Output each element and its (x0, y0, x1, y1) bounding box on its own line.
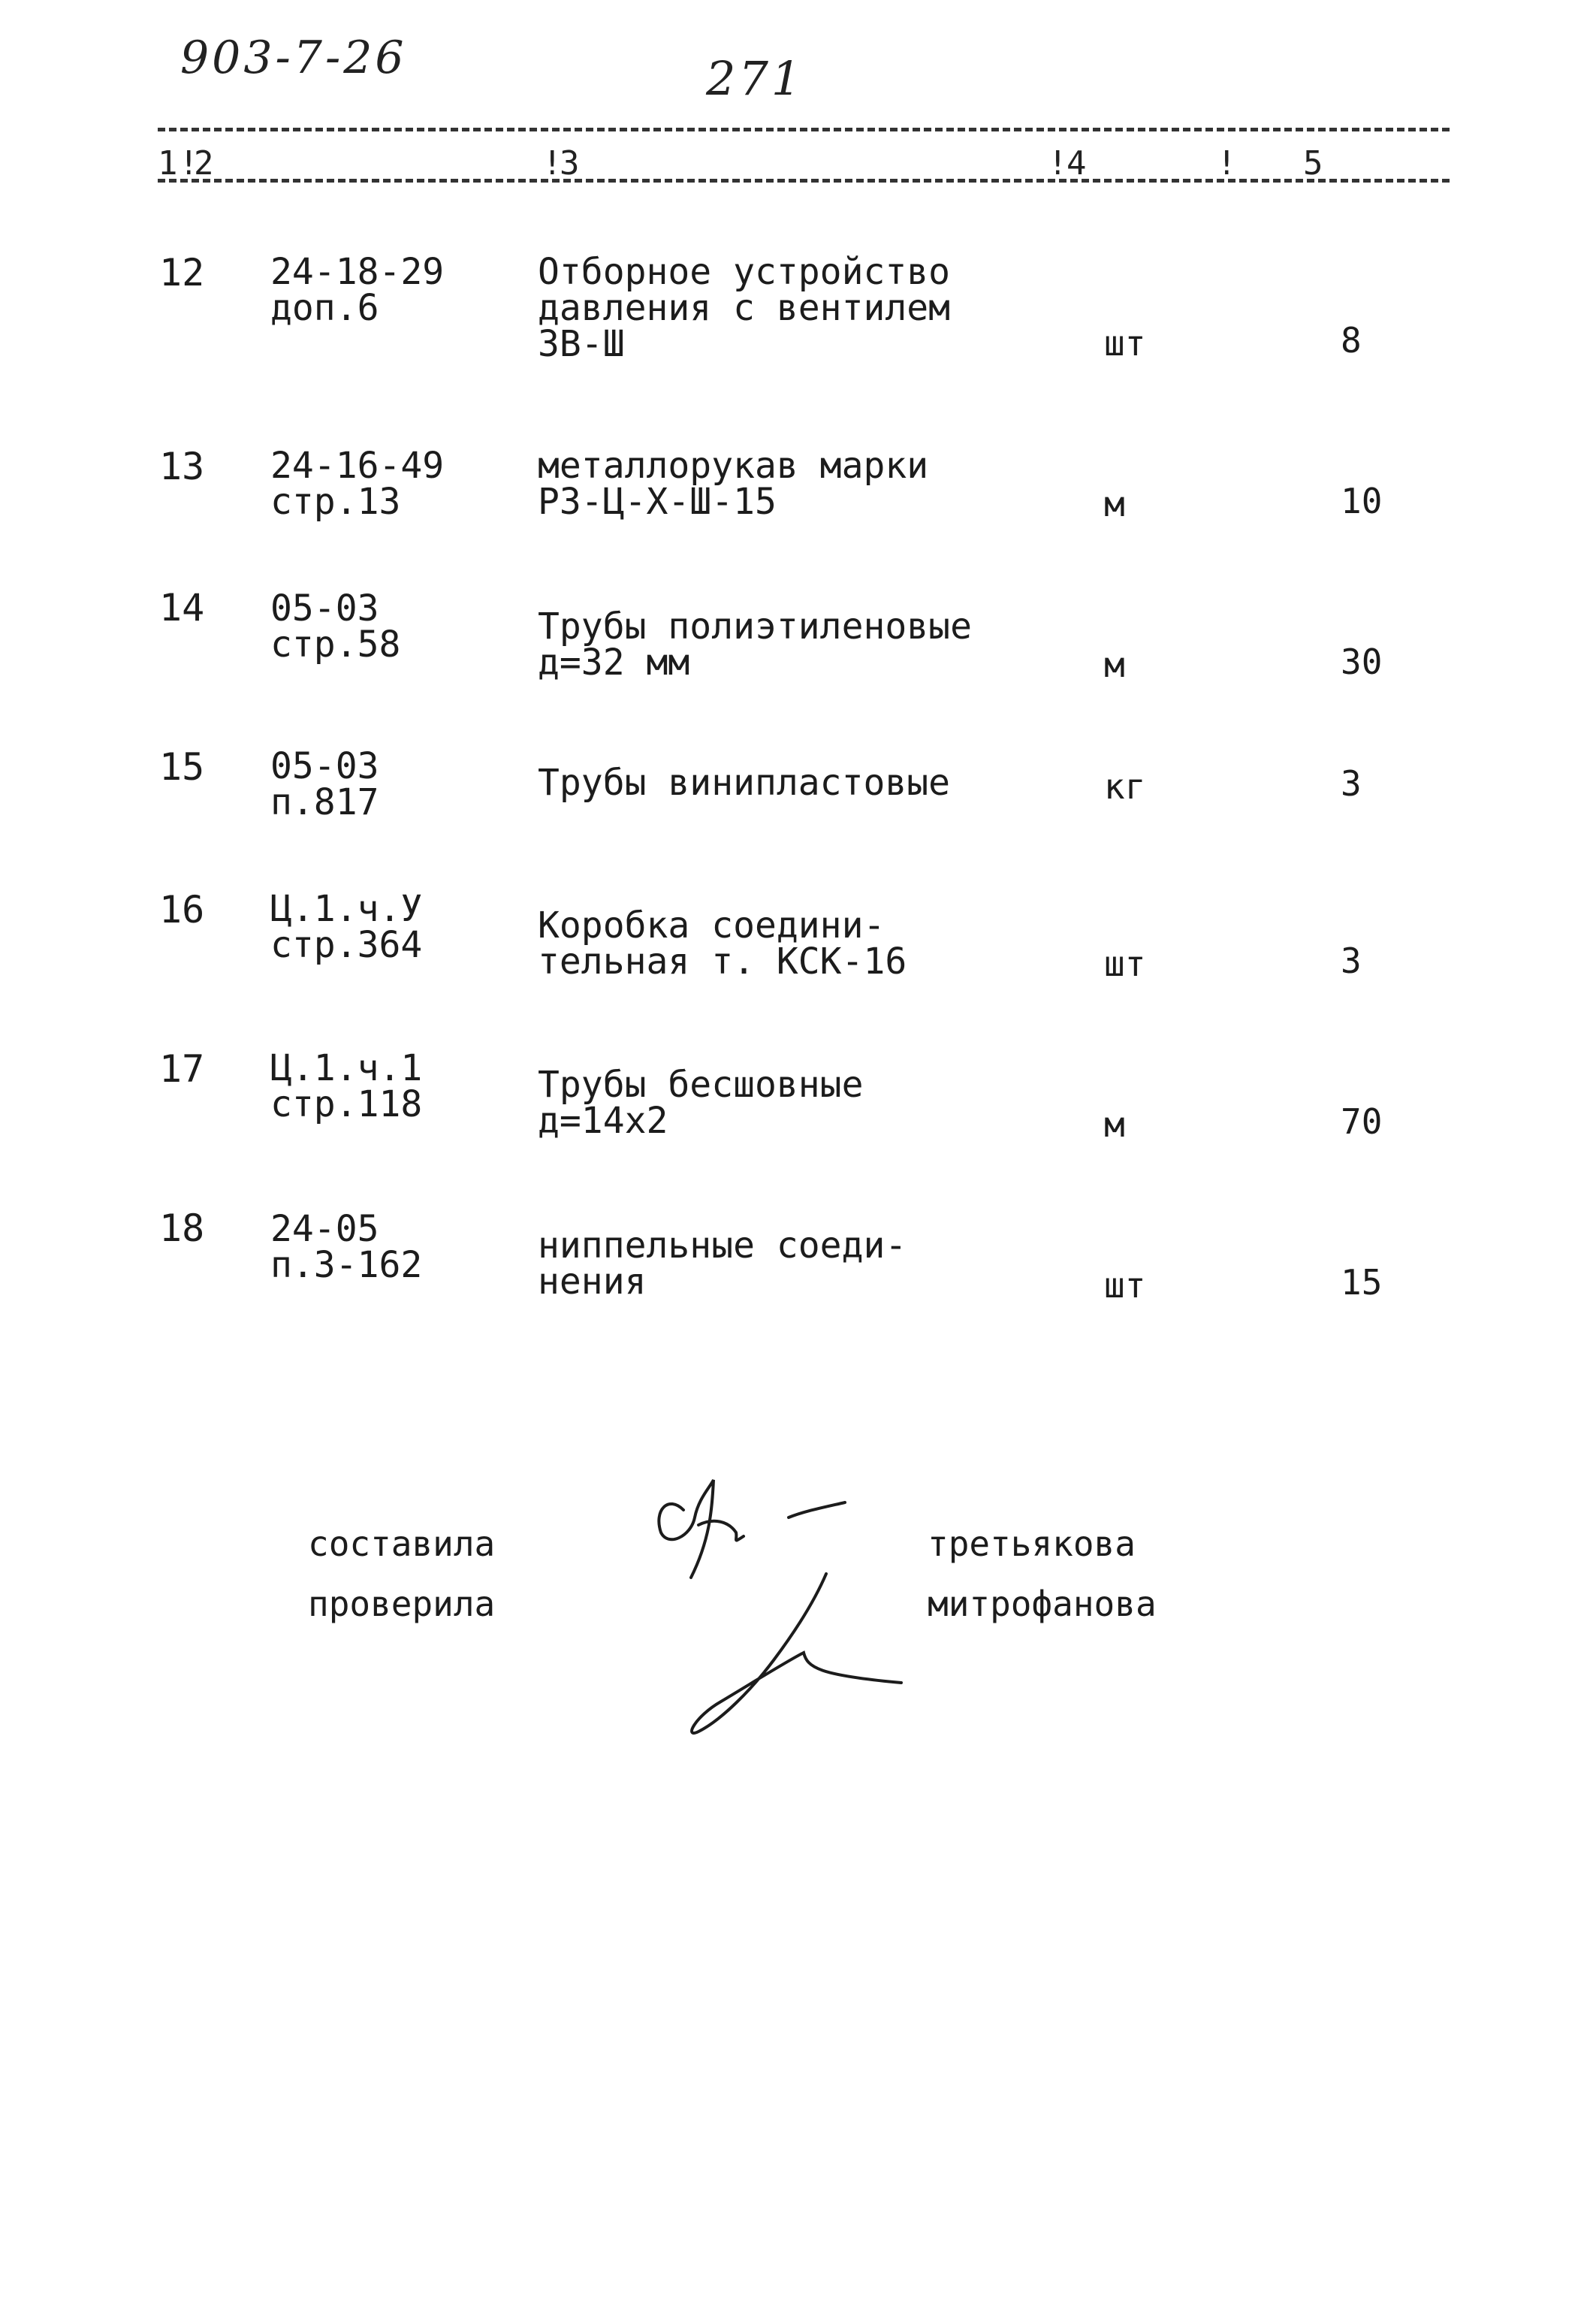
row-12-code: 24-18-29 доп.6 (270, 251, 445, 329)
row-17-name: Трубы бесшовные д=14х2 (538, 1064, 864, 1142)
row-15-number: 15 (159, 745, 205, 789)
row-14-qty: 30 (1341, 642, 1383, 682)
row-17-unit: м (1104, 1104, 1125, 1145)
page-number: 271 (706, 51, 804, 106)
row-13-qty: 10 (1341, 481, 1383, 521)
row-13-number: 13 (159, 445, 205, 488)
row-18-code: 24-05 п.3-162 (270, 1208, 423, 1286)
document-code: 903-7-26 (180, 32, 407, 84)
table-top-rule (158, 128, 1450, 131)
row-12-unit: шт (1104, 323, 1146, 364)
row-18-number: 18 (159, 1206, 205, 1250)
row-12-number: 12 (159, 251, 205, 294)
row-12-qty: 8 (1341, 320, 1362, 361)
row-15-code: 05-03 п.817 (270, 745, 379, 823)
row-14-code: 05-03 стр.58 (270, 587, 401, 666)
column-separator: ! (542, 144, 563, 183)
column-header-3: 3 (560, 144, 580, 183)
column-header-5: 5 (1303, 144, 1323, 183)
row-16-name: Коробка соедини- тельная т. КСК-16 (538, 904, 907, 983)
column-separator: ! (1048, 144, 1068, 183)
row-18-name: ниппельные соеди- нения (538, 1224, 907, 1303)
table-header-rule (158, 179, 1450, 183)
column-header-2: 2 (194, 144, 214, 183)
row-17-qty: 70 (1341, 1101, 1383, 1142)
row-16-qty: 3 (1341, 941, 1362, 981)
row-17-code: Ц.1.ч.1 стр.118 (270, 1047, 423, 1125)
checked-by-label: проверила (308, 1584, 496, 1624)
row-17-number: 17 (159, 1047, 205, 1091)
row-14-number: 14 (159, 586, 205, 630)
row-16-unit: шт (1104, 944, 1146, 984)
row-13-unit: м (1104, 484, 1125, 524)
column-separator: ! (179, 144, 199, 183)
column-header-4: 4 (1067, 144, 1087, 183)
row-15-qty: 3 (1341, 763, 1362, 804)
row-15-name: Трубы винипластовые (538, 762, 951, 804)
column-separator: ! (1217, 144, 1237, 183)
compiled-by-name: третьякова (928, 1523, 1136, 1564)
row-18-qty: 15 (1341, 1262, 1383, 1303)
row-14-unit: м (1104, 645, 1125, 685)
checked-by-name: митрофанова (928, 1584, 1157, 1624)
signature-checked (676, 1570, 916, 1750)
row-16-number: 16 (159, 888, 205, 932)
row-15-unit: кг (1104, 766, 1146, 807)
compiled-by-label: составила (308, 1523, 496, 1564)
column-header-1: 1 (158, 144, 178, 183)
row-13-name: металлорукав марки РЗ-Ц-Х-Ш-15 (538, 445, 929, 523)
row-16-code: Ц.1.ч.У стр.364 (270, 888, 423, 966)
row-12-name: Отборное устройство давления с вентилем 3В-Ш (538, 251, 951, 365)
row-13-code: 24-16-49 стр.13 (270, 445, 445, 523)
row-14-name: Трубы полиэтиленовые д=32 мм (538, 605, 972, 684)
row-18-unit: шт (1104, 1265, 1146, 1306)
